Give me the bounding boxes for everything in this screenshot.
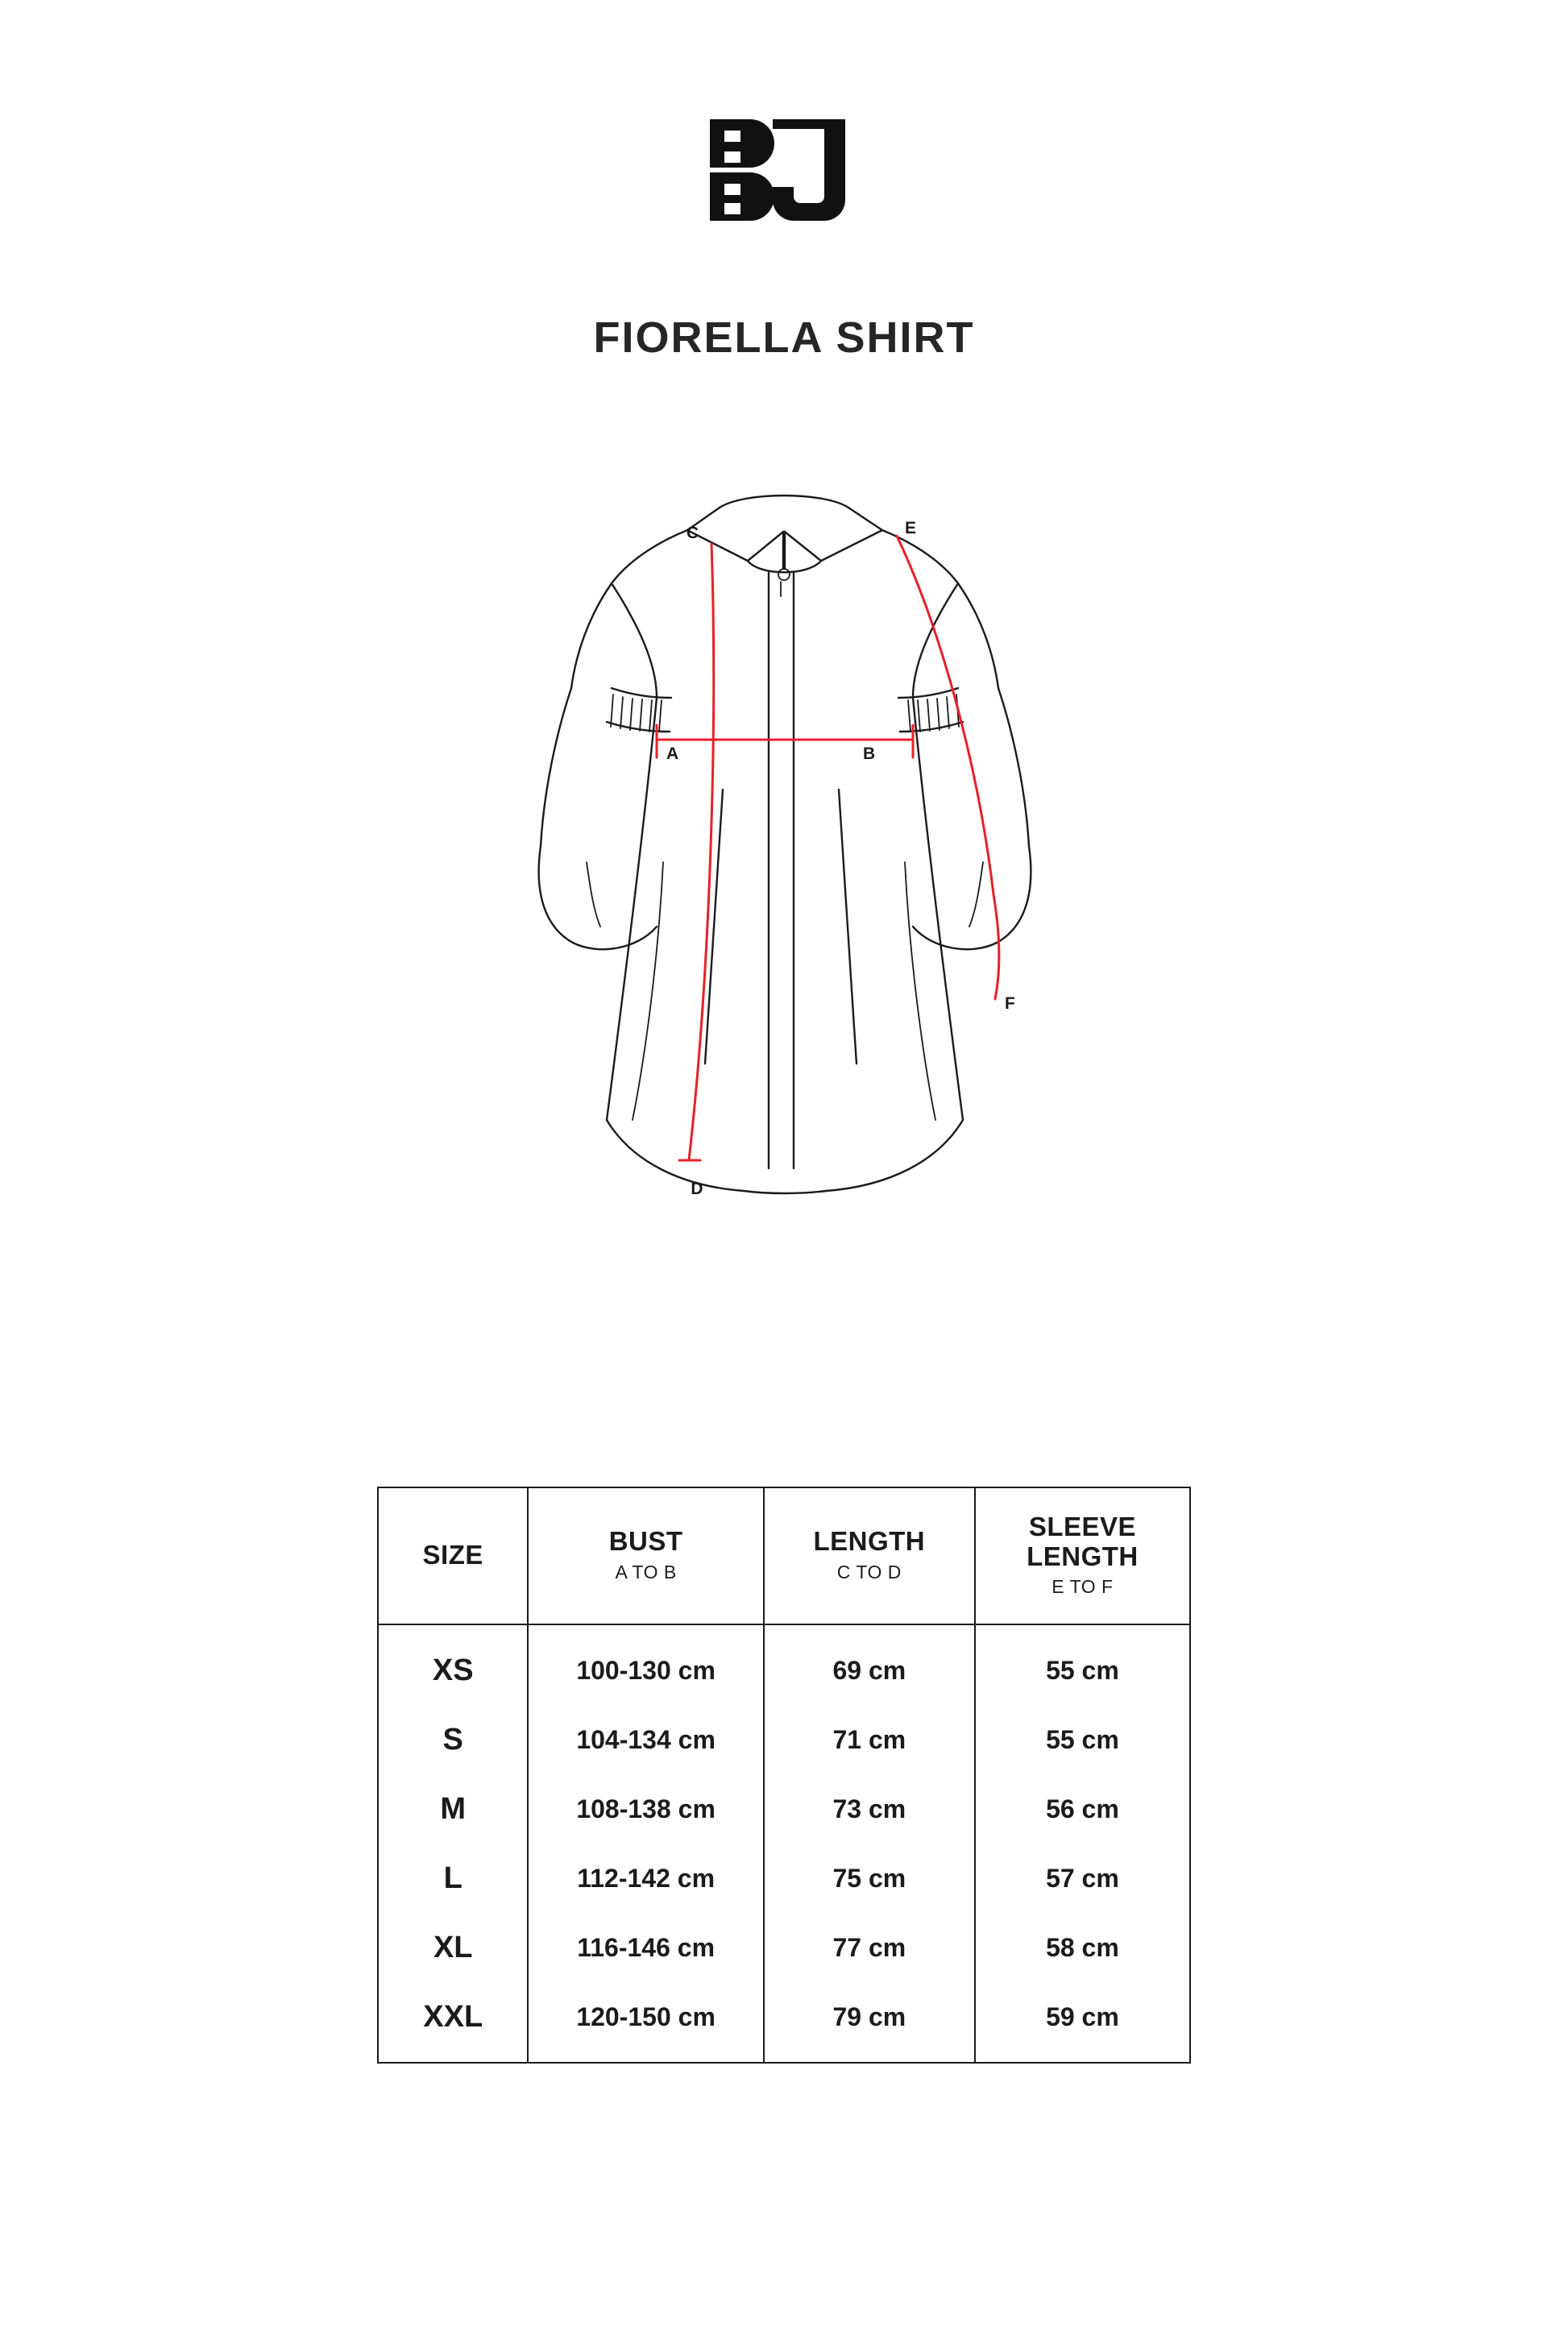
cell-sleeve: 58 cm (975, 1913, 1190, 1982)
shirt-technical-drawing (341, 411, 1227, 1410)
table-header-row (378, 1487, 1190, 1624)
cell-bust: 104-134 cm (528, 1705, 763, 1774)
cell-bust: 100-130 cm (528, 1624, 763, 1705)
cell-size: L (378, 1844, 528, 1913)
cell-sleeve: 57 cm (975, 1844, 1190, 1913)
cell-length: 69 cm (764, 1624, 975, 1705)
point-label-d: D (691, 1180, 703, 1198)
brand-logo (691, 105, 877, 250)
cell-size: XS (378, 1624, 528, 1705)
column-header-sleeve-main: SLEEVE LENGTH (1027, 1511, 1139, 1571)
cell-bust: 112-142 cm (528, 1844, 763, 1913)
cell-bust: 108-138 cm (528, 1774, 763, 1844)
cell-size: M (378, 1774, 528, 1844)
column-header-sleeve-sub: E TO F (1052, 1576, 1114, 1598)
cell-size: XL (378, 1913, 528, 1982)
cell-size: XXL (378, 1982, 528, 2063)
column-header-length-main: LENGTH (813, 1526, 926, 1557)
column-header-bust-sub: A TO B (615, 1561, 677, 1583)
column-header-size (378, 1487, 528, 1624)
table-row (378, 1913, 1190, 1982)
column-header-sleeve (975, 1487, 1190, 1624)
column-header-bust (528, 1487, 763, 1624)
cell-sleeve: 56 cm (975, 1774, 1190, 1844)
table-row (378, 1844, 1190, 1913)
column-header-length-sub: C TO D (836, 1561, 902, 1583)
page-title: FIORELLA SHIRT (593, 313, 975, 362)
point-label-c: C (686, 524, 699, 542)
table-row (378, 1705, 1190, 1774)
point-label-a: A (666, 745, 679, 763)
cell-bust: 120-150 cm (528, 1982, 763, 2063)
cell-length: 79 cm (764, 1982, 975, 2063)
cell-size: S (378, 1705, 528, 1774)
column-header-bust-main: BUST (608, 1526, 683, 1557)
size-chart (377, 1487, 1191, 2064)
table-row (378, 1982, 1190, 2063)
cell-length: 71 cm (764, 1705, 975, 1774)
table-row (378, 1774, 1190, 1844)
point-label-b: B (863, 745, 876, 763)
cell-length: 73 cm (764, 1774, 975, 1844)
point-label-f: F (1005, 994, 1015, 1013)
cell-sleeve: 55 cm (975, 1624, 1190, 1705)
point-label-e: E (905, 519, 917, 537)
cell-length: 77 cm (764, 1913, 975, 1982)
cell-length: 75 cm (764, 1844, 975, 1913)
column-header-length (764, 1487, 975, 1624)
column-header-size-main: SIZE (422, 1539, 483, 1570)
cell-sleeve: 59 cm (975, 1982, 1190, 2063)
cell-bust: 116-146 cm (528, 1913, 763, 1982)
table-row (378, 1624, 1190, 1705)
size-table (377, 1487, 1191, 2064)
cell-sleeve: 55 cm (975, 1705, 1190, 1774)
